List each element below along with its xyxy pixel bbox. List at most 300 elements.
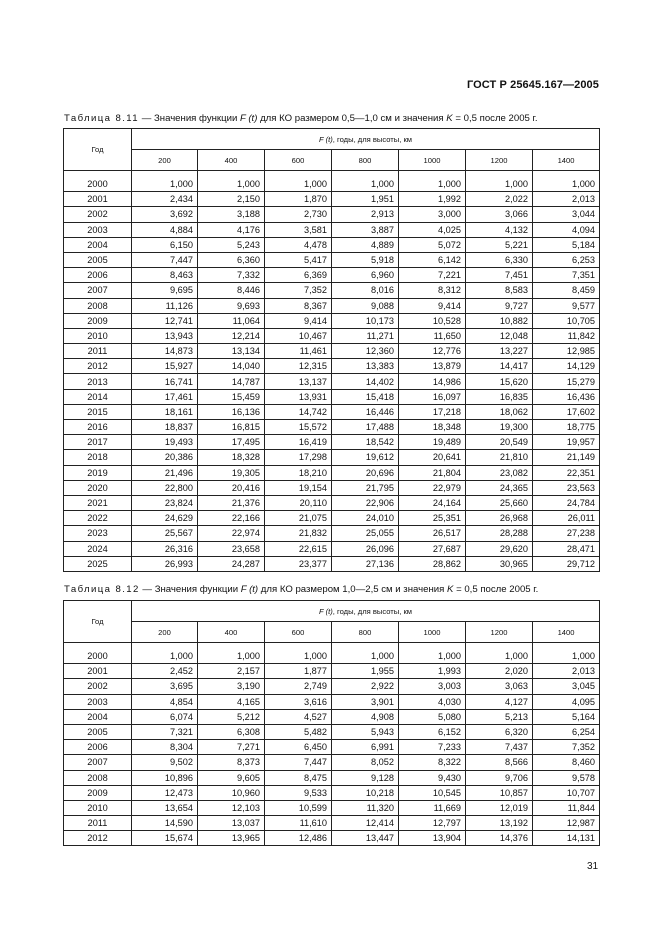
value-cell: 2,434: [132, 192, 198, 207]
value-cell: 3,000: [399, 207, 466, 222]
value-cell: 6,142: [399, 252, 466, 267]
value-cell: 10,896: [132, 770, 198, 785]
value-cell: 16,097: [399, 389, 466, 404]
value-cell: 1,000: [198, 649, 265, 664]
value-cell: 11,064: [198, 313, 265, 328]
value-cell: 11,320: [332, 800, 399, 815]
value-cell: 6,360: [198, 252, 265, 267]
year-cell: 2004: [64, 709, 132, 724]
value-cell: 1,993: [399, 664, 466, 679]
value-cell: 25,660: [466, 495, 533, 510]
value-cell: 2,020: [466, 664, 533, 679]
year-cell: 2016: [64, 420, 132, 435]
value-cell: 5,213: [466, 709, 533, 724]
table-caption-8-12: [64, 584, 538, 595]
value-cell: 19,305: [198, 465, 265, 480]
group-header-text: , годы, для высоты, км: [332, 606, 412, 616]
value-cell: 21,496: [132, 465, 198, 480]
value-cell: 15,927: [132, 359, 198, 374]
table-row: [64, 252, 600, 267]
altitude-header: 800: [332, 622, 399, 643]
caption-text: для КО размером 1,0—2,5 см и значения: [258, 584, 447, 595]
value-cell: 1,955: [332, 664, 399, 679]
value-cell: 10,882: [466, 313, 533, 328]
value-cell: 6,960: [332, 268, 399, 283]
year-cell: 2011: [64, 344, 132, 359]
value-cell: 2,913: [332, 207, 399, 222]
value-cell: 9,706: [466, 770, 533, 785]
table-row: [64, 420, 600, 435]
value-cell: 13,879: [399, 359, 466, 374]
value-cell: 4,908: [332, 709, 399, 724]
value-cell: 13,931: [265, 389, 332, 404]
altitude-header: 200: [132, 622, 198, 643]
value-cell: 14,787: [198, 374, 265, 389]
value-cell: 20,696: [332, 465, 399, 480]
table-row: [64, 770, 600, 785]
caption-text: — Значения функции: [139, 584, 241, 595]
value-cell: 8,304: [132, 740, 198, 755]
value-cell: 17,495: [198, 435, 265, 450]
value-cell: 14,040: [198, 359, 265, 374]
value-cell: 10,707: [533, 785, 600, 800]
value-cell: 24,365: [466, 480, 533, 495]
value-cell: 7,271: [198, 740, 265, 755]
value-cell: 9,502: [132, 755, 198, 770]
value-cell: 6,253: [533, 252, 600, 267]
value-cell: 9,414: [399, 298, 466, 313]
table-8-12: [63, 600, 600, 846]
value-cell: 22,800: [132, 480, 198, 495]
year-cell: 2001: [64, 664, 132, 679]
year-cell: 2023: [64, 526, 132, 541]
value-cell: 10,218: [332, 785, 399, 800]
value-cell: 18,348: [399, 420, 466, 435]
year-cell: 2018: [64, 450, 132, 465]
value-cell: 5,918: [332, 252, 399, 267]
value-cell: 8,322: [399, 755, 466, 770]
value-cell: 11,461: [265, 344, 332, 359]
value-cell: 9,088: [332, 298, 399, 313]
table-row: [64, 177, 600, 192]
value-cell: 12,019: [466, 800, 533, 815]
value-cell: 2,157: [198, 664, 265, 679]
value-cell: 16,741: [132, 374, 198, 389]
value-cell: 18,062: [466, 404, 533, 419]
year-cell: 2007: [64, 755, 132, 770]
value-cell: 17,218: [399, 404, 466, 419]
value-cell: 2,150: [198, 192, 265, 207]
value-cell: 7,447: [265, 755, 332, 770]
value-cell: 4,025: [399, 222, 466, 237]
value-cell: 15,418: [332, 389, 399, 404]
year-cell: 2010: [64, 800, 132, 815]
table-row: [64, 237, 600, 252]
value-cell: 8,566: [466, 755, 533, 770]
year-cell: 2002: [64, 679, 132, 694]
value-cell: 29,620: [466, 541, 533, 556]
value-cell: 10,857: [466, 785, 533, 800]
value-cell: 19,493: [132, 435, 198, 450]
value-cell: 17,461: [132, 389, 198, 404]
value-cell: 14,376: [466, 831, 533, 846]
value-cell: 29,712: [533, 556, 600, 571]
value-cell: 25,055: [332, 526, 399, 541]
value-cell: 15,279: [533, 374, 600, 389]
value-cell: 28,471: [533, 541, 600, 556]
value-cell: 5,212: [198, 709, 265, 724]
table-row: [64, 526, 600, 541]
value-cell: 9,693: [198, 298, 265, 313]
year-cell: 2005: [64, 252, 132, 267]
value-cell: 14,742: [265, 404, 332, 419]
value-cell: 14,131: [533, 831, 600, 846]
value-cell: 7,352: [533, 740, 600, 755]
caption-text: для КО размером 0,5—1,0 см и значения: [257, 113, 447, 124]
value-cell: 7,351: [533, 268, 600, 283]
value-cell: 14,590: [132, 816, 198, 831]
value-cell: 6,074: [132, 709, 198, 724]
table-row: [64, 328, 600, 343]
value-cell: 26,316: [132, 541, 198, 556]
value-cell: 5,221: [466, 237, 533, 252]
value-cell: 12,741: [132, 313, 198, 328]
value-cell: 5,943: [332, 724, 399, 739]
value-cell: 3,695: [132, 679, 198, 694]
table-row: [64, 495, 600, 510]
document-id-header: ГОСТ Р 25645.167—2005: [466, 79, 599, 91]
value-cell: 20,549: [466, 435, 533, 450]
value-cell: 6,369: [265, 268, 332, 283]
altitude-header: 1200: [466, 622, 533, 643]
value-cell: 22,906: [332, 495, 399, 510]
value-cell: 26,968: [466, 511, 533, 526]
table-row: [64, 465, 600, 480]
value-cell: 11,669: [399, 800, 466, 815]
value-cell: 1,992: [399, 192, 466, 207]
value-cell: 21,832: [265, 526, 332, 541]
value-cell: 3,188: [198, 207, 265, 222]
altitude-header: 800: [332, 150, 399, 171]
table-row: [64, 785, 600, 800]
value-cell: 19,957: [533, 435, 600, 450]
value-cell: 7,447: [132, 252, 198, 267]
table-row: [64, 359, 600, 374]
value-cell: 6,450: [265, 740, 332, 755]
value-cell: 12,987: [533, 816, 600, 831]
value-cell: 1,000: [332, 649, 399, 664]
value-cell: 10,960: [198, 785, 265, 800]
table-row: [64, 724, 600, 739]
value-cell: 1,870: [265, 192, 332, 207]
value-cell: 16,446: [332, 404, 399, 419]
value-cell: 2,730: [265, 207, 332, 222]
year-cell: 2014: [64, 389, 132, 404]
table-row: [64, 192, 600, 207]
value-cell: 13,227: [466, 344, 533, 359]
value-cell: 5,417: [265, 252, 332, 267]
value-cell: 13,192: [466, 816, 533, 831]
year-cell: 2022: [64, 511, 132, 526]
value-cell: 2,013: [533, 192, 600, 207]
year-cell: 2013: [64, 374, 132, 389]
value-cell: 20,641: [399, 450, 466, 465]
caption-function-symbol: F (t): [240, 584, 259, 595]
value-cell: 15,620: [466, 374, 533, 389]
value-cell: 16,835: [466, 389, 533, 404]
year-cell: 2012: [64, 359, 132, 374]
caption-label: Таблица 8.11: [64, 113, 140, 124]
value-cell: 21,810: [466, 450, 533, 465]
altitude-header: 200: [132, 150, 198, 171]
value-cell: 1,000: [399, 649, 466, 664]
value-cell: 12,103: [198, 800, 265, 815]
table-row: [64, 740, 600, 755]
caption-label: Таблица 8.12: [64, 584, 140, 595]
table-row: [64, 755, 600, 770]
value-cell: 30,965: [466, 556, 533, 571]
year-cell: 2025: [64, 556, 132, 571]
altitude-header: 1400: [533, 150, 600, 171]
year-cell: 2008: [64, 298, 132, 313]
value-cell: 24,164: [399, 495, 466, 510]
value-cell: 4,854: [132, 694, 198, 709]
table-row: [64, 404, 600, 419]
value-cell: 26,011: [533, 511, 600, 526]
year-cell: 2024: [64, 541, 132, 556]
function-symbol: F (t): [319, 134, 333, 144]
year-cell: 2021: [64, 495, 132, 510]
year-cell: 2000: [64, 177, 132, 192]
value-cell: 23,824: [132, 495, 198, 510]
caption-text: — Значения функции: [139, 113, 240, 124]
value-cell: 1,000: [132, 649, 198, 664]
year-cell: 2020: [64, 480, 132, 495]
table-row: [64, 450, 600, 465]
value-cell: 21,804: [399, 465, 466, 480]
value-cell: 14,873: [132, 344, 198, 359]
value-cell: 28,862: [399, 556, 466, 571]
value-cell: 9,727: [466, 298, 533, 313]
value-cell: 5,072: [399, 237, 466, 252]
value-cell: 4,165: [198, 694, 265, 709]
value-cell: 18,775: [533, 420, 600, 435]
value-cell: 24,287: [198, 556, 265, 571]
value-cell: 7,451: [466, 268, 533, 283]
value-cell: 9,414: [265, 313, 332, 328]
value-cell: 7,437: [466, 740, 533, 755]
value-cell: 7,221: [399, 268, 466, 283]
altitude-header: 400: [198, 150, 265, 171]
value-cell: 13,134: [198, 344, 265, 359]
value-cell: 12,214: [198, 328, 265, 343]
table-row: [64, 298, 600, 313]
value-cell: 10,599: [265, 800, 332, 815]
year-cell: 2007: [64, 283, 132, 298]
value-cell: 3,063: [466, 679, 533, 694]
value-cell: 6,991: [332, 740, 399, 755]
table-row: [64, 816, 600, 831]
table-row: [64, 207, 600, 222]
altitude-header: 400: [198, 622, 265, 643]
value-cell: 8,312: [399, 283, 466, 298]
altitude-header: 1200: [466, 150, 533, 171]
table-row: [64, 344, 600, 359]
value-cell: 8,052: [332, 755, 399, 770]
value-cell: 14,986: [399, 374, 466, 389]
value-cell: 10,705: [533, 313, 600, 328]
value-cell: 3,003: [399, 679, 466, 694]
value-cell: 5,184: [533, 237, 600, 252]
value-cell: 5,080: [399, 709, 466, 724]
value-cell: 2,452: [132, 664, 198, 679]
value-cell: 25,567: [132, 526, 198, 541]
value-cell: 16,815: [198, 420, 265, 435]
value-cell: 4,884: [132, 222, 198, 237]
value-cell: 18,210: [265, 465, 332, 480]
value-cell: 11,842: [533, 328, 600, 343]
value-cell: 12,985: [533, 344, 600, 359]
value-cell: 9,695: [132, 283, 198, 298]
value-cell: 8,583: [466, 283, 533, 298]
value-cell: 24,629: [132, 511, 198, 526]
value-cell: 8,460: [533, 755, 600, 770]
value-cell: 16,436: [533, 389, 600, 404]
value-cell: 1,877: [265, 664, 332, 679]
value-cell: 10,528: [399, 313, 466, 328]
value-cell: 2,922: [332, 679, 399, 694]
value-cell: 6,254: [533, 724, 600, 739]
value-cell: 1,000: [332, 177, 399, 192]
value-cell: 12,486: [265, 831, 332, 846]
value-cell: 4,094: [533, 222, 600, 237]
value-cell: 19,300: [466, 420, 533, 435]
value-cell: 1,000: [533, 177, 600, 192]
table-row: [64, 649, 600, 664]
table-row: [64, 800, 600, 815]
value-cell: 21,075: [265, 511, 332, 526]
year-column-header: Год: [64, 129, 132, 171]
table-8-11: [63, 128, 600, 572]
value-cell: 22,166: [198, 511, 265, 526]
caption-function-symbol: F (t): [240, 113, 258, 124]
value-cell: 12,414: [332, 816, 399, 831]
function-symbol: F (t): [319, 606, 333, 616]
value-cell: 5,482: [265, 724, 332, 739]
value-cell: 3,066: [466, 207, 533, 222]
value-cell: 9,430: [399, 770, 466, 785]
value-cell: 14,417: [466, 359, 533, 374]
altitude-header: 600: [265, 622, 332, 643]
value-cell: 5,243: [198, 237, 265, 252]
value-cell: 12,776: [399, 344, 466, 359]
value-cell: 22,974: [198, 526, 265, 541]
value-cell: 26,096: [332, 541, 399, 556]
value-cell: 4,527: [265, 709, 332, 724]
value-cell: 12,360: [332, 344, 399, 359]
caption-text: = 0,5 после 2005 г.: [453, 584, 539, 595]
table-row: [64, 313, 600, 328]
value-cell: 1,000: [265, 649, 332, 664]
value-cell: 8,475: [265, 770, 332, 785]
value-cell: 6,150: [132, 237, 198, 252]
table-row: [64, 389, 600, 404]
value-cell: 4,889: [332, 237, 399, 252]
value-cell: 16,419: [265, 435, 332, 450]
value-cell: 16,136: [198, 404, 265, 419]
value-cell: 1,000: [533, 649, 600, 664]
value-cell: 1,951: [332, 192, 399, 207]
value-cell: 17,488: [332, 420, 399, 435]
value-cell: 19,489: [399, 435, 466, 450]
value-cell: 6,320: [466, 724, 533, 739]
value-cell: 20,386: [132, 450, 198, 465]
value-cell: 1,000: [399, 177, 466, 192]
value-cell: 21,795: [332, 480, 399, 495]
year-cell: 2003: [64, 694, 132, 709]
value-cell: 10,173: [332, 313, 399, 328]
value-cell: 7,352: [265, 283, 332, 298]
table-row: [64, 480, 600, 495]
value-cell: 23,377: [265, 556, 332, 571]
table-row: [64, 541, 600, 556]
value-cell: 4,030: [399, 694, 466, 709]
value-cell: 22,351: [533, 465, 600, 480]
table-row: [64, 511, 600, 526]
year-cell: 2009: [64, 785, 132, 800]
year-cell: 2009: [64, 313, 132, 328]
value-cell: 20,416: [198, 480, 265, 495]
value-cell: 25,351: [399, 511, 466, 526]
table-row: [64, 831, 600, 846]
year-cell: 2012: [64, 831, 132, 846]
value-cell: 27,687: [399, 541, 466, 556]
caption-text: = 0,5 после 2005 г.: [452, 113, 538, 124]
value-cell: 8,446: [198, 283, 265, 298]
year-column-header: Год: [64, 601, 132, 643]
value-cell: 4,478: [265, 237, 332, 252]
value-cell: 7,233: [399, 740, 466, 755]
value-cell: 13,965: [198, 831, 265, 846]
value-cell: 15,572: [265, 420, 332, 435]
value-cell: 9,578: [533, 770, 600, 785]
value-cell: 13,904: [399, 831, 466, 846]
year-cell: 2002: [64, 207, 132, 222]
table-row: [64, 709, 600, 724]
year-cell: 2008: [64, 770, 132, 785]
value-cell: 15,674: [132, 831, 198, 846]
value-cell: 13,654: [132, 800, 198, 815]
value-cell: 12,797: [399, 816, 466, 831]
altitude-header: 1000: [399, 150, 466, 171]
value-cell: 11,610: [265, 816, 332, 831]
value-cell: 15,459: [198, 389, 265, 404]
table-row: [64, 222, 600, 237]
value-cell: 28,288: [466, 526, 533, 541]
value-cell: 4,095: [533, 694, 600, 709]
value-cell: 27,238: [533, 526, 600, 541]
value-cell: 10,467: [265, 328, 332, 343]
value-cell: 7,332: [198, 268, 265, 283]
value-cell: 24,010: [332, 511, 399, 526]
value-cell: 1,000: [198, 177, 265, 192]
value-cell: 8,367: [265, 298, 332, 313]
value-cell: 23,563: [533, 480, 600, 495]
value-cell: 3,901: [332, 694, 399, 709]
value-cell: 20,110: [265, 495, 332, 510]
value-cell: 7,321: [132, 724, 198, 739]
value-cell: 8,373: [198, 755, 265, 770]
